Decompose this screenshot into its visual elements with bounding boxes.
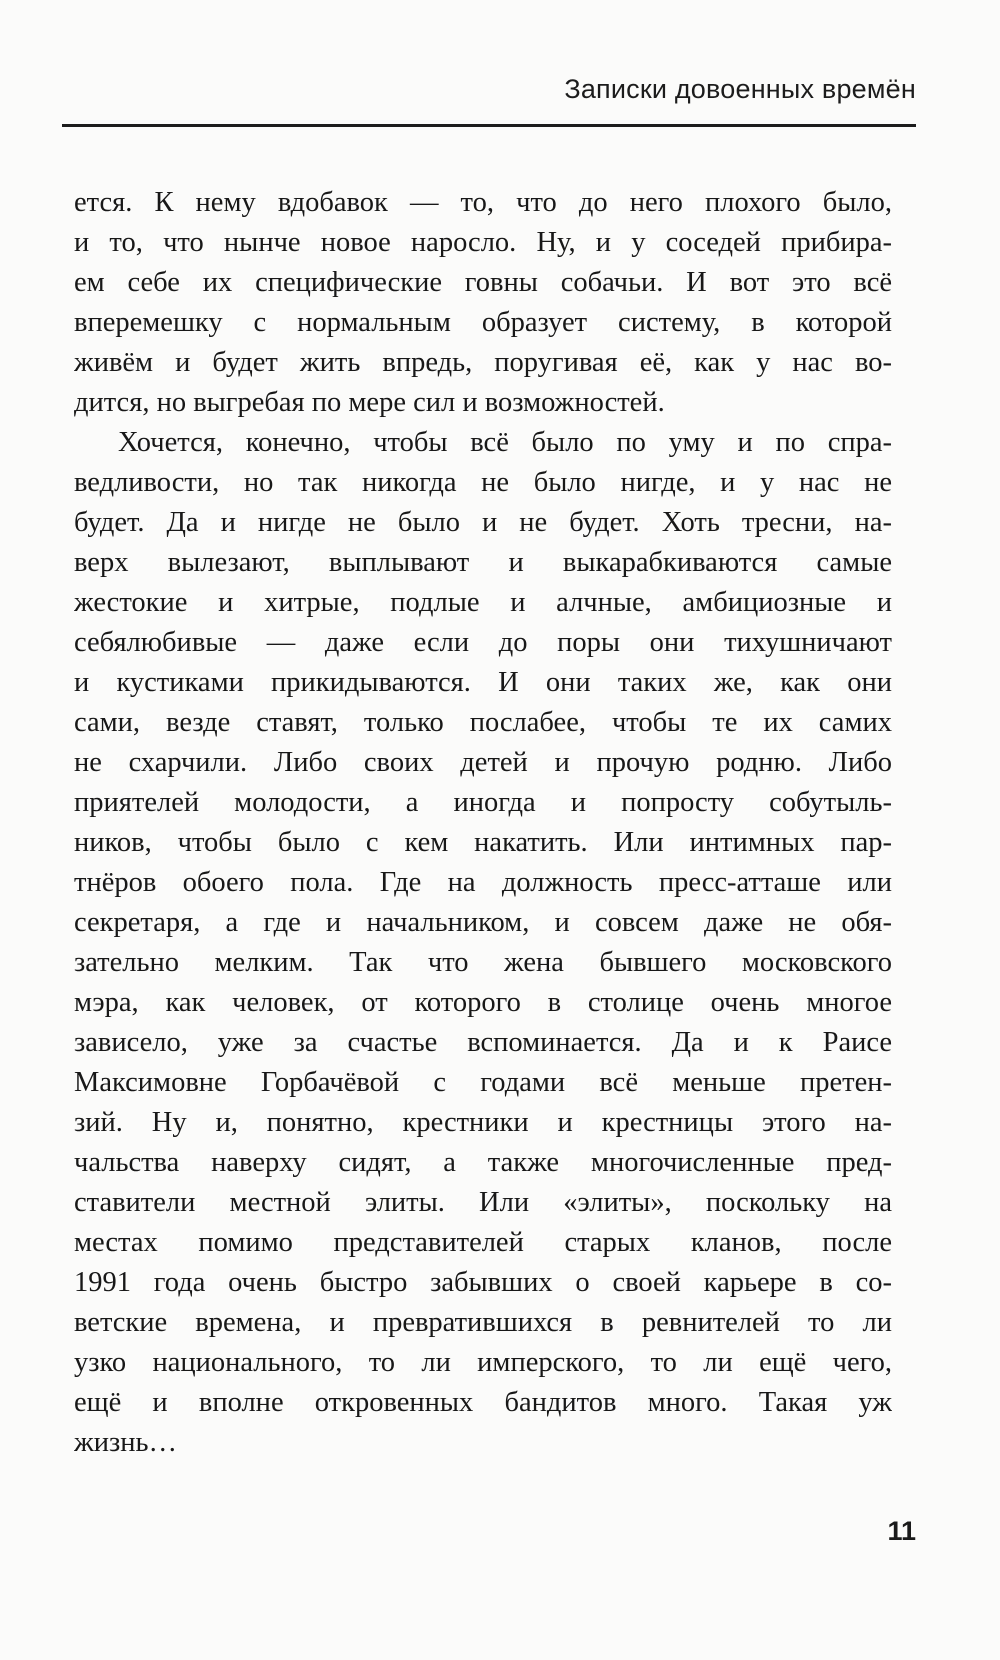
text-line: 1991 года очень быстро забывших о своей карьере в со- (74, 1267, 892, 1298)
text-line: ставители местной элиты. Или «элиты», поскольку на (74, 1187, 892, 1218)
body-text (74, 183, 892, 1463)
text-line: ников, чтобы было с кем накатить. Или интимных пар- (74, 827, 892, 858)
text-line: зий. Ну и, понятно, крестники и крестницы этого на- (74, 1107, 892, 1138)
text-line: секретаря, а где и начальником, и совсем даже не обя- (74, 907, 892, 938)
page-number: 11 (887, 1516, 916, 1546)
text-line: местах помимо представителей старых кланов, после (74, 1227, 892, 1258)
text-line: себялюбивые — даже если до поры они тихушничают (74, 627, 892, 658)
text-line: не схарчили. Либо своих детей и прочую родню. Либо (74, 747, 892, 778)
text-line: верх вылезают, выплывают и выкарабкиваются самые (74, 547, 892, 578)
text-line: ведливости, но так никогда не было нигде, и у нас не (74, 467, 892, 498)
text-line: ем себе их специфические говны собачьи. И вот это всё (74, 267, 892, 298)
text-line: тнёров обоего пола. Где на должность пресс-атташе или (74, 867, 892, 898)
text-line: дится, но выгребая по мере сил и возможностей. (74, 387, 665, 418)
running-head-title: Записки довоенных времён (564, 74, 916, 104)
text-line: сами, везде ставят, только послабее, чтобы те их самих (74, 707, 892, 738)
text-line: будет. Да и нигде не было и не будет. Хоть тресни, на- (74, 507, 892, 538)
text-line: зависело, уже за счастье вспоминается. Да и к Раисе (74, 1027, 892, 1058)
text-line: Максимовне Горбачёвой с годами всё меньше претен- (74, 1067, 892, 1098)
header-rule (62, 124, 916, 127)
text-line: вперемешку с нормальным образует систему, в которой (74, 307, 892, 338)
text-line: жестокие и хитрые, подлые и алчные, амбициозные и (74, 587, 892, 618)
text-line: жизнь… (74, 1427, 177, 1458)
text-line: и кустиками прикидываются. И они таких же, как они (74, 667, 892, 698)
paragraph-first-line: Хочется, конечно, чтобы всё было по уму и по спра- (118, 427, 892, 458)
text-line: ещё и вполне откровенных бандитов много. Такая уж (74, 1387, 892, 1418)
text-line: мэра, как человек, от которого в столице очень многое (74, 987, 892, 1018)
text-line: чальства наверху сидят, а также многочисленные пред- (74, 1147, 892, 1178)
text-line: ется. К нему вдобавок — то, что до него плохого было, (74, 187, 892, 218)
text-line: живём и будет жить впредь, поругивая её, как у нас во- (74, 347, 892, 378)
text-line: зательно мелким. Так что жена бывшего московского (74, 947, 892, 978)
text-line: приятелей молодости, а иногда и попросту собутыль- (74, 787, 892, 818)
text-line: ветские времена, и превратившихся в ревнителей то ли (74, 1307, 892, 1338)
text-line: узко национального, то ли имперского, то ли ещё чего, (74, 1347, 892, 1378)
text-line: и то, что нынче новое наросло. Ну, и у соседей прибира- (74, 227, 892, 258)
